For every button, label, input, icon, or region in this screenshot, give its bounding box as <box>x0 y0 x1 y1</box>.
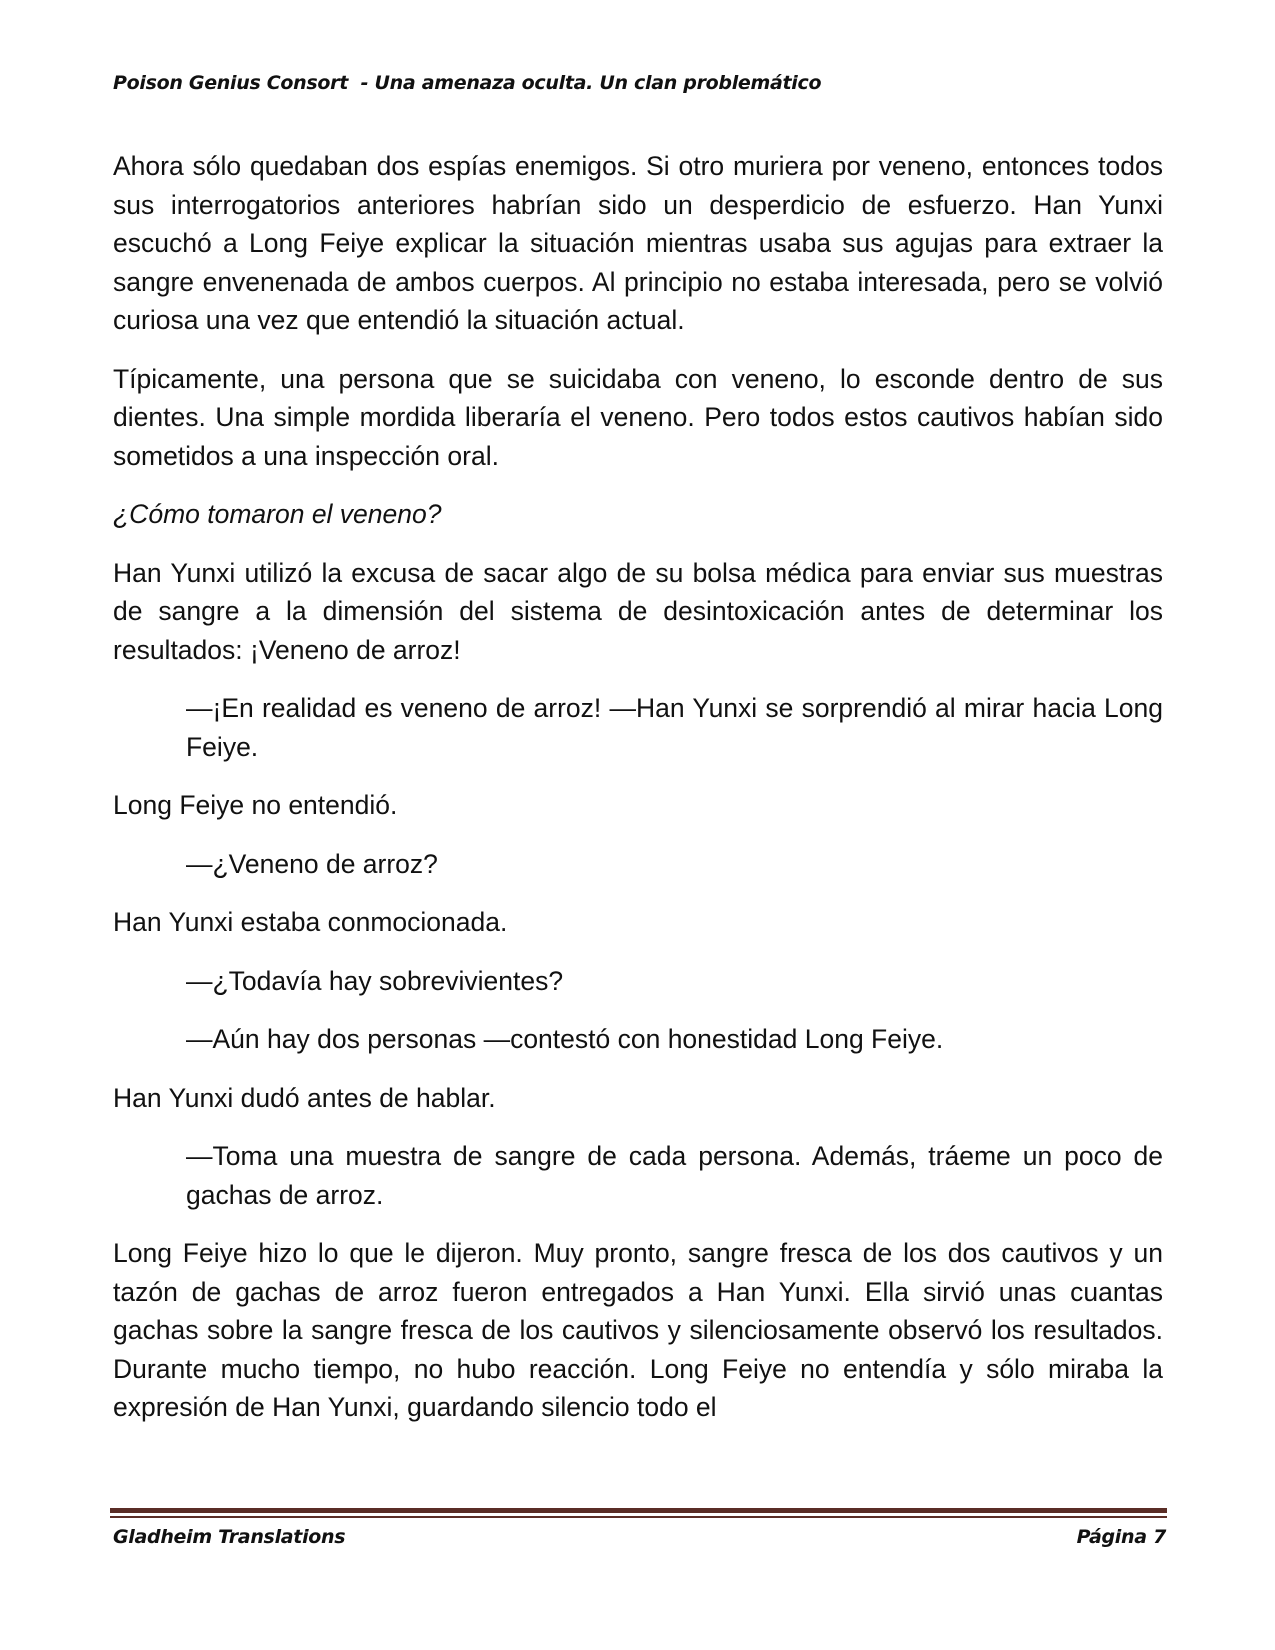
dialogue-line: —¿Todavía hay sobrevivientes? <box>186 965 564 996</box>
dialogue-line: —Aún hay dos personas —contestó con honestidad Long Feiye. <box>186 1024 944 1054</box>
dialogue-line: —¡En realidad es veneno de arroz! —Han Yunxi se sorprendió al mirar hacia Long Feiye. <box>186 693 1163 762</box>
footer-publisher: Gladheim Translations <box>113 1526 346 1548</box>
dialogue-line: —Toma una muestra de sangre de cada persona. Además, tráeme un poco de gachas de arroz. <box>186 1141 1163 1210</box>
running-header: Poison Genius Consort - Una amenaza oculta. Un clan problemático <box>113 72 822 94</box>
body-paragraph: Han Yunxi dudó antes de hablar. <box>113 1082 496 1113</box>
body-paragraph: Long Feiye hizo lo que le dijeron. Muy pronto, sangre fresca de los dos cautivos y un tazón de gachas de arroz fueron entregados a Han Yunxi. Ella sirvió unas cuantas gachas sobre la sangre fresca de los cautivos y silenciosamente observó los resultados. Durante mucho tiempo, no hubo reacción. Long Feiye no entendía y sólo miraba la expresión de Han Yunxi, guardando silencio todo el <box>113 1238 1163 1422</box>
dialogue-line: —¿Veneno de arroz? <box>186 848 438 879</box>
page-body <box>113 147 1163 1427</box>
body-paragraph: Han Yunxi utilizó la excusa de sacar algo de su bolsa médica para enviar sus muestras de sangre a la dimensión del sistema de desintoxicación antes de determinar los resultados: ¡Veneno de arroz! <box>113 557 1163 665</box>
footer-page-number: Página 7 <box>1076 1526 1166 1548</box>
body-paragraph: Típicamente, una persona que se suicidaba con veneno, lo esconde dentro de sus dientes. Una simple mordida liberaría el veneno. Pero todos estos cautivos habían sido sometidos a una inspección oral. <box>113 363 1163 471</box>
body-paragraph: Han Yunxi estaba conmocionada. <box>113 907 508 937</box>
footer-rule-thick <box>110 1508 1167 1513</box>
body-paragraph: Long Feiye no entendió. <box>113 790 398 820</box>
body-paragraph: Ahora sólo quedaban dos espías enemigos. Si otro muriera por veneno, entonces todos sus interrogatorios anteriores habrían sido un desperdicio de esfuerzo. Han Yunxi escuchó a Long Feiye explicar la situación mientras usaba sus agujas para extraer la sangre envenenada de ambos cuerpos. Al principio no estaba interesada, pero se volvió curiosa una vez que entendió la situación actual. <box>113 151 1163 335</box>
footer-rule-thin <box>110 1516 1167 1518</box>
italic-thought: ¿Cómo tomaron el veneno? <box>113 499 442 529</box>
